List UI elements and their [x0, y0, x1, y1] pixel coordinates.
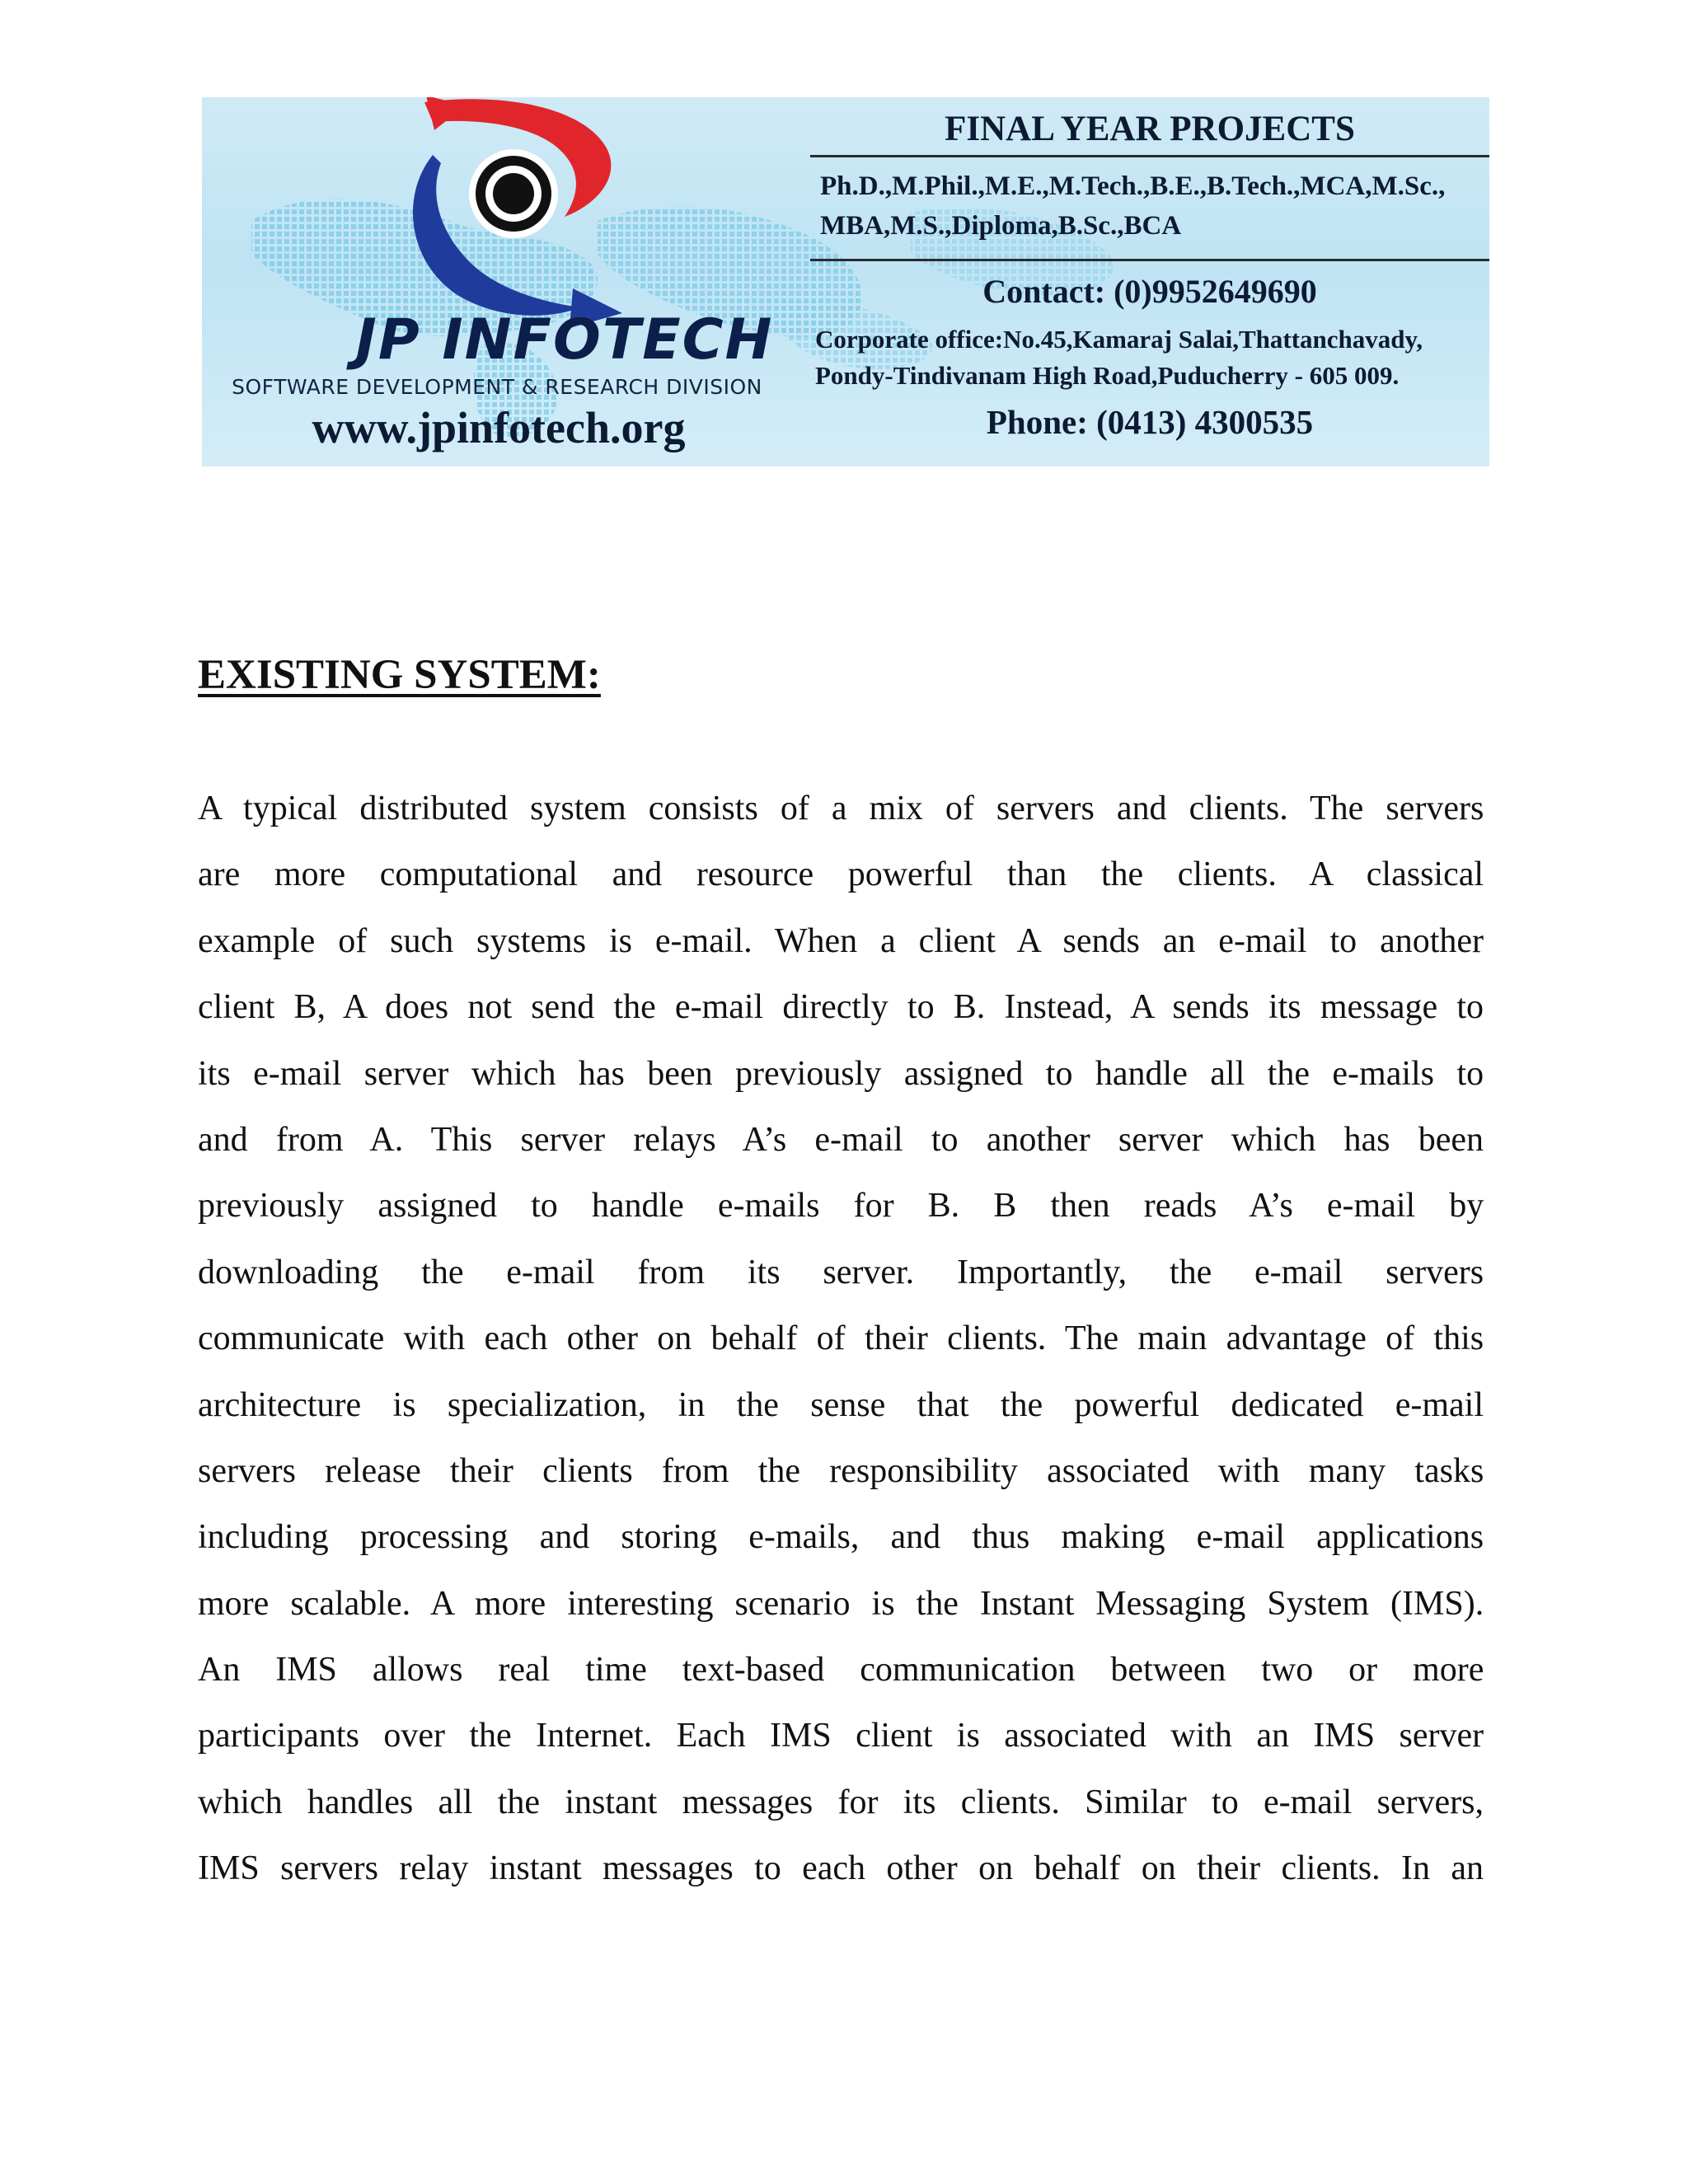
paragraph-line: servers release their clients from the responsibility associated with many tasks [198, 1451, 1484, 1490]
office-address [815, 321, 1489, 394]
paragraph-line: including processing and storing e-mails, and thus making e-mail applications [198, 1518, 1484, 1557]
paragraph-line: and from A. This server relays A’s e-mail to another server which has been [198, 1120, 1484, 1159]
paragraph-line: previously assigned to handle e-mails for B. B then reads A’s e-mail by [198, 1187, 1484, 1226]
degrees-list [820, 166, 1489, 246]
contact-number: Contact: (0)9952649690 [982, 273, 1317, 310]
phone-number: Phone: (0413) 4300535 [986, 403, 1314, 441]
paragraph-line: communicate with each other on behalf of their clients. The main advantage of this [198, 1319, 1484, 1358]
paragraph-line: participants over the Internet. Each IMS client is associated with an IMS server [198, 1717, 1484, 1755]
address-line: Pondy-Tindivanam High Road,Puducherry - 605 009. [815, 361, 1400, 390]
paragraph-line: client B, A does not send the e-mail directly to B. Instead, A sends its message to [198, 988, 1484, 1027]
brand-url-link[interactable]: www.jpinfotech.org [312, 403, 686, 452]
paragraph-line: its e-mail server which has been previously assigned to handle all the e-mails to [198, 1054, 1484, 1093]
body-paragraph [198, 776, 1484, 1902]
address-line: Corporate office:No.45,Kamaraj Salai,Thattanchavady, [815, 325, 1423, 354]
paragraph-line: example of such systems is e-mail. When a client A sends an e-mail to another [198, 921, 1484, 960]
paragraph-line: IMS servers relay instant messages to each other on behalf on their clients. In an [198, 1849, 1484, 1888]
section-heading: EXISTING SYSTEM: [198, 652, 601, 698]
degrees-line: MBA,M.S.,Diploma,B.Sc.,BCA [820, 211, 1182, 241]
paragraph-line: A typical distributed system consists of a mix of servers and clients. The servers [198, 790, 1484, 827]
paragraph-line: downloading the e-mail from its server. Importantly, the e-mail servers [198, 1253, 1484, 1291]
brand-name: JP INFOTECH [355, 307, 774, 373]
paragraph-line: more scalable. A more interesting scenario is the Instant Messaging System (IMS). [198, 1584, 1484, 1623]
banner-info-panel [810, 97, 1489, 466]
degrees-line: Ph.D.,M.Phil.,M.E.,M.Tech.,B.E.,B.Tech.,MCA,M.Sc., [820, 171, 1446, 201]
banner-title: FINAL YEAR PROJECTS [945, 110, 1355, 148]
paragraph-line: architecture is specialization, in the sense that the powerful dedicated e-mail [198, 1385, 1484, 1424]
paragraph-line: which handles all the instant messages for its clients. Similar to e-mail servers, [198, 1783, 1484, 1821]
paragraph-line: are more computational and resource powerful than the clients. A classical [198, 855, 1484, 894]
paragraph-line: An IMS allows real time text-based communication between two or more [198, 1651, 1484, 1690]
banner-divider [810, 259, 1489, 261]
header-banner [202, 97, 1489, 466]
brand-tagline: SOFTWARE DEVELOPMENT & RESEARCH DIVISION [232, 375, 762, 399]
banner-divider [810, 155, 1489, 157]
